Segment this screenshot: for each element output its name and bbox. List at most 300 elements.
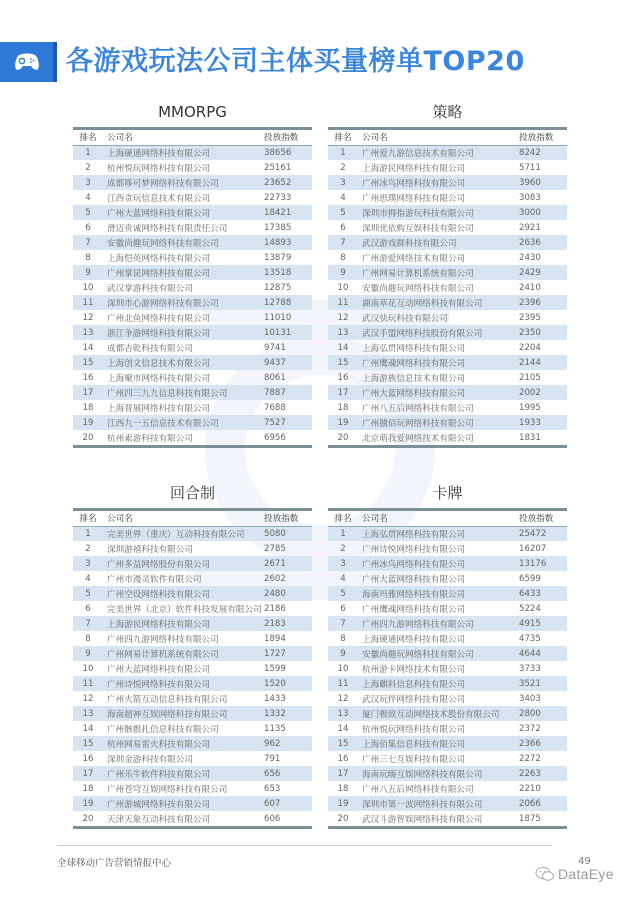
rank-cell: 12 (82, 312, 94, 323)
company-cell: 深圳市心游网络科技有限公司 (103, 295, 262, 310)
index-cell: 6956 (264, 432, 286, 443)
index-cell: 12788 (262, 295, 312, 310)
company-cell: 广州冰鸟网络科技有限公司 (358, 175, 517, 190)
index-cell: 7887 (262, 385, 312, 400)
index-cell: 2480 (262, 586, 312, 601)
company-cell: 安徽尚趣玩网络科技有限公司 (103, 235, 262, 250)
rank-cell: 6 (340, 603, 346, 614)
company-cell: 湖南草花互动网络科技有限公司 (358, 295, 517, 310)
index-cell: 3733 (519, 663, 541, 674)
company-cell: 完美世界（北京）软件科技发展有限公司 (107, 604, 262, 615)
table-row (328, 160, 567, 175)
index-cell: 6433 (517, 586, 567, 601)
index-cell: 5224 (519, 603, 541, 614)
rank-cell: 15 (328, 355, 358, 370)
col-rank-header: 排名 (73, 511, 103, 526)
table-row (328, 145, 567, 160)
divider (73, 445, 312, 448)
table-row (328, 601, 567, 616)
ranking-table (73, 130, 312, 445)
rank-cell: 9 (73, 265, 103, 280)
rank-cell: 9 (328, 646, 358, 661)
index-cell: 1933 (517, 415, 567, 430)
company-cell: 广州多益网络股份有限公司 (103, 556, 262, 571)
company-cell: 广州冰鸟网络科技有限公司 (358, 556, 517, 571)
table-row (73, 631, 312, 646)
index-cell: 25472 (517, 526, 567, 541)
table-row (73, 541, 312, 556)
company-cell: 浙江争游网络科技有限公司 (103, 325, 262, 340)
company-cell: 武汉玩伴网络科技有限公司 (362, 694, 466, 705)
table-row (328, 400, 567, 415)
index-cell: 8242 (517, 145, 567, 160)
table-row (328, 205, 567, 220)
col-index-header: 投放指数 (262, 511, 312, 526)
company-cell: 上海恺英网络科技有限公司 (107, 253, 211, 264)
rank-cell: 2 (340, 543, 346, 554)
table-row (73, 691, 312, 706)
rank-cell: 7 (328, 616, 358, 631)
table-row (73, 325, 312, 340)
index-cell: 2002 (517, 385, 567, 400)
header-icon-box (0, 42, 57, 82)
index-cell: 38656 (262, 145, 312, 160)
brand-mark (535, 866, 614, 882)
index-cell: 2372 (519, 723, 541, 734)
company-cell: 广州游城网络科技有限公司 (103, 796, 262, 811)
rank-cell: 8 (85, 633, 91, 644)
company-cell: 深圳优依购互娱科技有限公司 (362, 223, 474, 234)
index-cell: 13518 (262, 265, 312, 280)
rank-cell: 8 (85, 252, 91, 263)
rank-cell: 17 (73, 385, 103, 400)
col-company-header: 公司名 (103, 130, 262, 145)
company-cell: 上海游族信息技术有限公司 (362, 373, 466, 384)
index-cell: 653 (264, 783, 281, 794)
rank-cell: 2 (85, 162, 91, 173)
company-cell: 杭州悦玩网络科技有限公司 (362, 724, 466, 735)
company-cell: 杭州游卡网络技术有限公司 (362, 664, 466, 675)
index-cell: 2602 (264, 573, 286, 584)
index-cell: 16207 (519, 543, 547, 554)
index-cell: 23652 (262, 175, 312, 190)
rank-cell: 19 (328, 415, 358, 430)
table-row (73, 811, 312, 826)
table-row (328, 265, 567, 280)
index-cell: 1433 (264, 693, 286, 704)
index-cell: 8061 (264, 372, 286, 383)
divider (328, 445, 567, 448)
table-row (328, 616, 567, 631)
company-cell: 上海聚市网络科技有限公司 (107, 373, 211, 384)
col-company-header: 公司名 (103, 511, 262, 526)
index-cell: 2430 (519, 252, 541, 263)
table-row (328, 661, 567, 676)
table-row (328, 526, 567, 541)
index-cell: 13176 (517, 556, 567, 571)
company-cell: 上海晋展网络科技有限公司 (107, 403, 211, 414)
col-index-header: 投放指数 (262, 130, 312, 145)
index-cell: 606 (264, 813, 281, 824)
table-row (73, 781, 312, 796)
rank-cell: 11 (73, 676, 103, 691)
ranking-table (328, 130, 567, 445)
company-cell: 武汉手盟网络科技股份有限公司 (358, 325, 517, 340)
panel-mmorpg (73, 100, 312, 448)
index-cell: 6599 (519, 573, 541, 584)
rank-cell: 4 (340, 192, 346, 203)
company-cell: 广州空设网络科技有限公司 (103, 586, 262, 601)
rank-cell: 13 (328, 706, 358, 721)
table-row (73, 556, 312, 571)
rank-cell: 2 (340, 162, 346, 173)
index-cell: 2210 (519, 783, 541, 794)
company-cell: 上海游民网络科技有限公司 (103, 616, 262, 631)
index-cell: 2066 (517, 796, 567, 811)
rank-cell: 15 (73, 355, 103, 370)
table-row (73, 175, 312, 190)
table-row (73, 370, 312, 385)
rank-cell: 11 (328, 676, 358, 691)
rank-cell: 3 (328, 175, 358, 190)
index-cell: 2366 (517, 736, 567, 751)
table-row (73, 190, 312, 205)
col-rank-header: 排名 (328, 511, 358, 526)
index-cell: 1894 (264, 633, 286, 644)
rank-cell: 15 (73, 736, 103, 751)
company-cell: 海南玩嗨互娱网络科技有限公司 (358, 766, 517, 781)
rank-cell: 16 (337, 753, 349, 764)
index-cell: 3083 (519, 192, 541, 203)
index-cell: 1995 (519, 402, 541, 413)
panel-card (328, 481, 567, 829)
rank-cell: 17 (328, 766, 358, 781)
table-row (73, 250, 312, 265)
index-cell: 17385 (264, 222, 292, 233)
company-cell: 武汉斗游智娱网络科技有限公司 (362, 814, 483, 825)
rank-cell: 9 (328, 265, 358, 280)
index-cell: 1520 (262, 676, 312, 691)
company-cell: 广州北鱼网络科技有限公司 (107, 313, 211, 324)
table-row (73, 355, 312, 370)
company-cell: 广州火箭互动信息科技有限公司 (107, 694, 228, 705)
table-row (328, 235, 567, 250)
rank-cell: 5 (73, 205, 103, 220)
company-cell: 上海佰集信息科技有限公司 (358, 736, 517, 751)
index-cell: 11010 (264, 312, 292, 323)
company-cell: 广州大蓝网络科技有限公司 (103, 205, 262, 220)
rank-cell: 20 (82, 432, 94, 443)
index-cell: 18421 (262, 205, 312, 220)
index-cell: 2671 (262, 556, 312, 571)
table-row (73, 706, 312, 721)
table-row (328, 706, 567, 721)
table-row (73, 400, 312, 415)
rank-cell: 10 (337, 282, 349, 293)
col-rank-header: 排名 (73, 130, 103, 145)
index-cell: 2144 (517, 355, 567, 370)
index-cell: 10131 (262, 325, 312, 340)
table-row (328, 646, 567, 661)
company-cell: 杭州索游科技有限公司 (107, 433, 193, 444)
page-number: 49 (578, 856, 591, 867)
table-row (328, 340, 567, 355)
index-cell: 791 (264, 753, 281, 764)
table-row (73, 721, 312, 736)
wechat-icon (535, 866, 555, 882)
table-row (328, 385, 567, 400)
brand-name: DataEye (558, 866, 614, 882)
company-cell: 海南玛雅网络科技有限公司 (358, 586, 517, 601)
rank-cell: 13 (73, 706, 103, 721)
company-cell: 广州大蓝网络科技有限公司 (107, 664, 211, 675)
table-header-row (328, 130, 567, 145)
table-row (73, 601, 312, 616)
index-cell: 1599 (264, 663, 286, 674)
company-cell: 江西九一五信息技术有限公司 (103, 415, 262, 430)
table-row (328, 691, 567, 706)
company-cell: 上海创文信息技术有限公司 (103, 355, 262, 370)
company-cell: 安徽尚趣玩网络科技有限公司 (362, 283, 474, 294)
company-cell: 广州诗悦网络科技有限公司 (103, 676, 262, 691)
table-row (328, 250, 567, 265)
table-row (73, 340, 312, 355)
index-cell: 1727 (262, 646, 312, 661)
rank-cell: 7 (328, 235, 358, 250)
index-cell: 2785 (264, 543, 286, 554)
index-cell: 13879 (264, 252, 292, 263)
company-cell: 上海硬通网络科技有限公司 (103, 145, 262, 160)
rank-cell: 6 (340, 222, 346, 233)
index-cell: 5080 (262, 526, 312, 541)
company-cell: 成都吉乾科技有限公司 (107, 343, 193, 354)
company-cell: 深圳金游科技有限公司 (107, 754, 193, 765)
table-row (73, 160, 312, 175)
table-row (328, 571, 567, 586)
rank-cell: 20 (82, 813, 94, 824)
rank-cell: 17 (328, 385, 358, 400)
rank-cell: 17 (73, 766, 103, 781)
company-cell: 广州八五后网络科技有限公司 (362, 403, 474, 414)
table-row (328, 280, 567, 295)
company-cell: 广州四九游网络科技有限公司 (107, 634, 219, 645)
index-cell: 607 (262, 796, 312, 811)
panel-title: 卡牌 (432, 484, 463, 502)
index-cell: 2183 (262, 616, 312, 631)
rank-cell: 12 (337, 693, 349, 704)
company-cell: 上海弘贯网络科技有限公司 (358, 526, 517, 541)
table-row (328, 175, 567, 190)
company-cell: 杭州网易雷火科技有限公司 (103, 736, 262, 751)
index-cell: 22733 (264, 192, 292, 203)
company-cell: 海南超神互娱网络科技有限公司 (103, 706, 262, 721)
company-cell: 广州苍穹互娱网络科技有限公司 (107, 784, 228, 795)
index-cell: 3960 (517, 175, 567, 190)
panel-strategy (328, 100, 567, 448)
index-cell: 3403 (519, 693, 541, 704)
rank-cell: 19 (73, 796, 103, 811)
table-header-row (73, 130, 312, 145)
rank-cell: 9 (73, 646, 103, 661)
table-row (73, 796, 312, 811)
table-row (328, 676, 567, 691)
panel-turn-based (73, 481, 312, 829)
col-rank-header: 排名 (328, 130, 358, 145)
company-cell: 天津天象互动科技有限公司 (107, 814, 211, 825)
footer-org: 全球移动广告营销情报中心 (57, 858, 172, 869)
index-cell: 962 (262, 736, 312, 751)
index-cell: 2921 (519, 222, 541, 233)
company-cell: 广州骸骰扎信息科技有限公司 (107, 724, 219, 735)
company-cell: 广州大蓝网络科技有限公司 (358, 385, 517, 400)
company-cell: 上海麒料信息科技有限公司 (358, 676, 517, 691)
company-cell: 江西贪玩信息技术有限公司 (107, 193, 211, 204)
table-row (328, 811, 567, 826)
rank-cell: 1 (73, 526, 103, 541)
table-row (73, 295, 312, 310)
table-row (73, 616, 312, 631)
table-row (328, 295, 567, 310)
table-row (328, 556, 567, 571)
col-company-header: 公司名 (358, 130, 517, 145)
index-cell: 7688 (264, 402, 286, 413)
table-row (73, 661, 312, 676)
table-row (73, 676, 312, 691)
table-row (328, 220, 567, 235)
company-cell: 滑迈贵诚网络科技有限责任公司 (107, 223, 228, 234)
rank-cell: 13 (73, 325, 103, 340)
table-row (328, 721, 567, 736)
company-cell: 武汉快玩科技有限公司 (362, 313, 448, 324)
company-cell: 上海硬通网络科技有限公司 (362, 634, 466, 645)
rank-cell: 16 (82, 372, 94, 383)
rank-cell: 6 (85, 603, 91, 614)
index-cell: 2186 (264, 603, 286, 614)
rank-cell: 10 (82, 282, 94, 293)
index-cell: 7527 (262, 415, 312, 430)
rank-cell: 11 (73, 295, 103, 310)
col-index-header: 投放指数 (517, 130, 567, 145)
company-cell: 广州诗悦网络科技有限公司 (362, 544, 466, 555)
index-cell: 2272 (519, 753, 541, 764)
company-cell: 广州思璞网络科技有限公司 (362, 193, 466, 204)
rank-cell: 5 (328, 586, 358, 601)
company-cell: 广州掌昆网络科技有限公司 (103, 265, 262, 280)
table-row (73, 385, 312, 400)
table-row (328, 325, 567, 340)
ranking-table (73, 511, 312, 826)
index-cell: 656 (262, 766, 312, 781)
index-cell: 4644 (517, 646, 567, 661)
col-index-header: 投放指数 (517, 511, 567, 526)
company-cell: 深圳市第一波网络科技有限公司 (358, 796, 517, 811)
rank-cell: 15 (328, 736, 358, 751)
company-cell: 成都哆可梦网络科技有限公司 (103, 175, 262, 190)
table-row (328, 415, 567, 430)
rank-cell: 12 (337, 312, 349, 323)
table-header-row (328, 511, 567, 526)
company-cell: 上海弘贯网络科技有限公司 (362, 343, 466, 354)
table-row (328, 370, 567, 385)
rank-cell: 8 (340, 633, 346, 644)
index-cell: 12875 (264, 282, 292, 293)
rank-cell: 2 (85, 543, 91, 554)
panel-title: MMORPG (158, 103, 227, 121)
company-cell: 广州八五后网络科技有限公司 (362, 784, 474, 795)
table-header-row (73, 511, 312, 526)
company-cell: 广州网易计算机系统有限公司 (103, 646, 262, 661)
table-row (73, 220, 312, 235)
panel-title: 策略 (432, 103, 463, 121)
ranking-table (328, 511, 567, 826)
footer-divider (57, 845, 552, 846)
rank-cell: 8 (340, 252, 346, 263)
company-cell: 厦门极致互动网络技术股份有限公司 (358, 706, 517, 721)
rank-cell: 6 (85, 222, 91, 233)
table-row (73, 751, 312, 766)
col-company-header: 公司名 (358, 511, 517, 526)
table-row (73, 235, 312, 250)
rank-cell: 18 (82, 783, 94, 794)
table-row (73, 205, 312, 220)
company-cell: 广州四九游网络科技有限公司 (358, 616, 517, 631)
index-cell: 9741 (264, 342, 286, 353)
table-row (73, 736, 312, 751)
table-row (328, 355, 567, 370)
table-row (73, 586, 312, 601)
index-cell: 5711 (519, 162, 541, 173)
rank-cell: 13 (328, 325, 358, 340)
table-row (73, 265, 312, 280)
company-cell: 广州网易计算机系统有限公司 (358, 265, 517, 280)
table-row (328, 796, 567, 811)
company-cell: 广州市漫灵软件有限公司 (107, 574, 202, 585)
rank-cell: 18 (82, 402, 94, 413)
gamepad-icon (14, 52, 40, 72)
company-cell: 广州乐牛软件科技有限公司 (103, 766, 262, 781)
index-cell: 3000 (517, 205, 567, 220)
table-row (328, 310, 567, 325)
company-cell: 广州大蓝网络科技有限公司 (362, 574, 466, 585)
index-cell: 2636 (517, 235, 567, 250)
index-cell: 1875 (519, 813, 541, 824)
table-row (328, 631, 567, 646)
table-row (73, 310, 312, 325)
company-cell: 深圳游禧科技有限公司 (107, 544, 193, 555)
table-row (73, 571, 312, 586)
rank-cell: 5 (328, 205, 358, 220)
index-cell: 14893 (262, 235, 312, 250)
table-row (73, 145, 312, 160)
rank-cell: 16 (82, 753, 94, 764)
table-row (73, 280, 312, 295)
rank-cell: 19 (328, 796, 358, 811)
rank-cell: 14 (337, 342, 349, 353)
company-cell: 杭州悦玩网络科技有限公司 (107, 163, 211, 174)
company-cell: 深圳市拇指游玩科技有限公司 (358, 205, 517, 220)
rank-cell: 18 (337, 402, 349, 413)
table-row (73, 415, 312, 430)
table-row (328, 541, 567, 556)
rank-cell: 19 (73, 415, 103, 430)
rank-cell: 1 (73, 145, 103, 160)
index-cell: 2396 (517, 295, 567, 310)
company-cell: 广州鹰魂网络科技有限公司 (358, 355, 517, 370)
company-cell: 安徽尚趣玩网络科技有限公司 (358, 646, 517, 661)
table-row (328, 781, 567, 796)
rank-cell: 20 (337, 813, 349, 824)
rank-cell: 3 (73, 556, 103, 571)
